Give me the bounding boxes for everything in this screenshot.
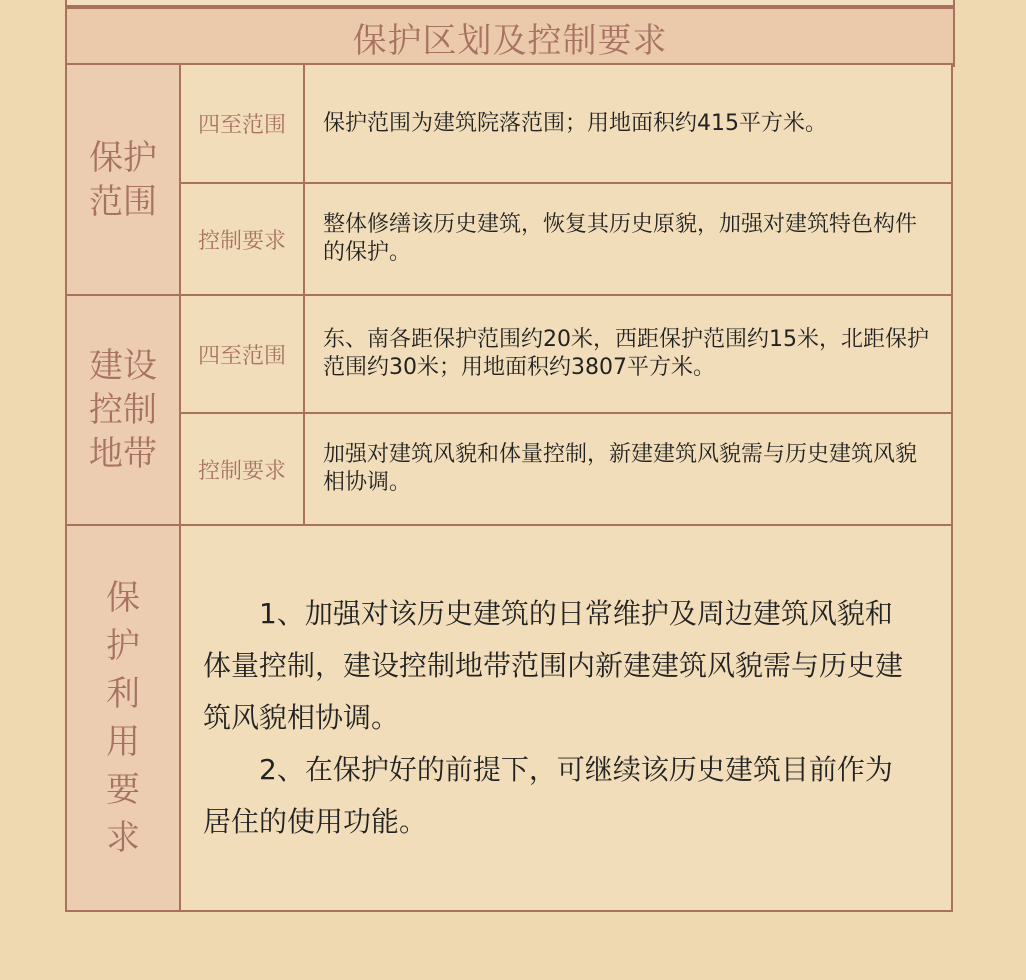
row-label-control-1: 控制要求 <box>179 182 305 296</box>
protection-table <box>65 0 955 912</box>
table-title: 保护区划及控制要求 <box>65 7 955 67</box>
boundary-2-text: 东、南各距保护范围约20米，西距保护范围约15米，北距保护范围约30米；用地面积约3807平方米。 <box>323 327 929 380</box>
control-1-text: 整体修缮该历史建筑，恢复其历史原貌，加强对建筑特色构件的保护。 <box>323 212 918 265</box>
category-protection-scope <box>65 63 181 296</box>
row-content-control-1 <box>303 182 953 296</box>
category-construction-control-zone-label: 建设控制地带 <box>89 346 157 474</box>
utilization-paragraph-1: 1、加强对该历史建筑的日常维护及周边建筑风貌和体量控制，建设控制地带范围内新建建筑风貌需与历史建筑风貌相协调。 <box>203 597 904 734</box>
utilization-content <box>179 524 953 912</box>
row-content-boundary-1 <box>303 63 953 184</box>
row-content-control-2 <box>303 412 953 526</box>
row-label-boundary-2: 四至范围 <box>179 294 305 414</box>
row-content-boundary-2 <box>303 294 953 414</box>
row-label-control-2: 控制要求 <box>179 412 305 526</box>
category-utilization-label: 保护利用要求 <box>106 578 140 858</box>
category-utilization-requirements <box>65 524 181 912</box>
top-border-strip <box>65 0 955 7</box>
control-2-text: 加强对建筑风貌和体量控制，新建建筑风貌需与历史建筑风貌相协调。 <box>323 442 918 495</box>
boundary-1-text: 保护范围为建筑院落范围；用地面积约415平方米。 <box>323 110 827 136</box>
row-label-boundary-1: 四至范围 <box>179 63 305 184</box>
category-protection-scope-label: 保护范围 <box>89 137 157 222</box>
utilization-paragraph-2: 2、在保护好的前提下，可继续该历史建筑目前作为居住的使用功能。 <box>203 753 893 838</box>
category-construction-control-zone <box>65 294 181 526</box>
